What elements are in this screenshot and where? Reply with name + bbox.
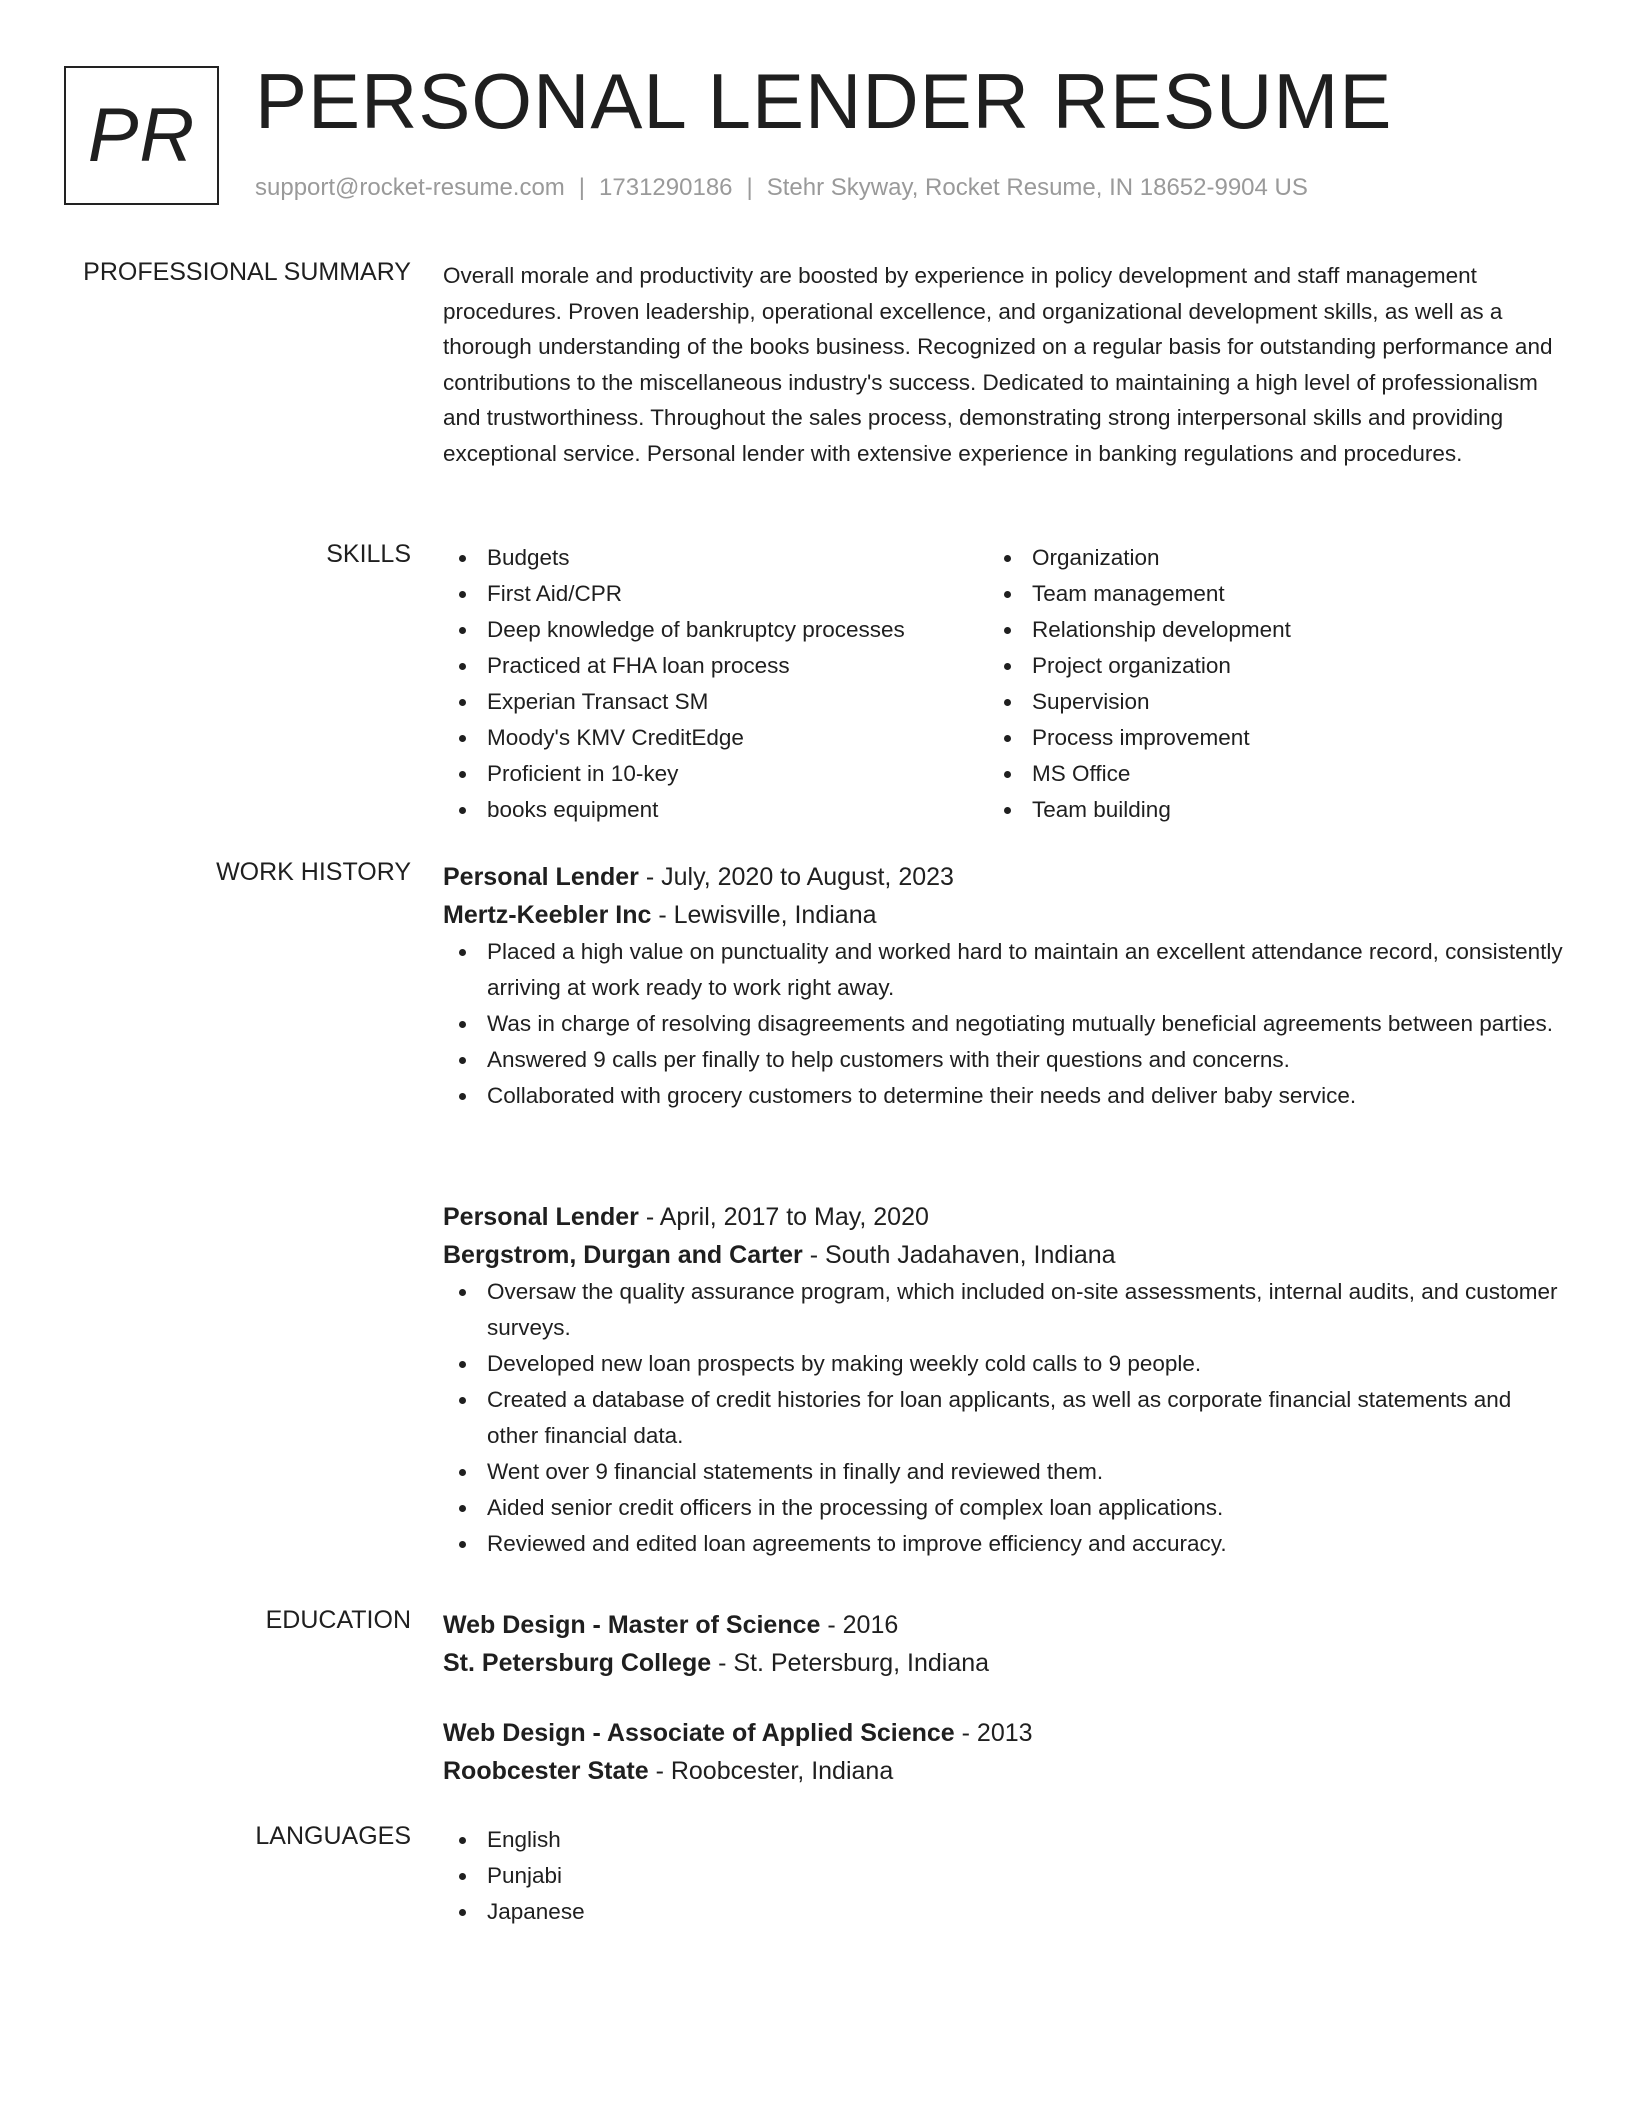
job-duty-item: Developed new loan prospects by making weekly cold calls to 9 people. bbox=[443, 1346, 1563, 1382]
language-item: English bbox=[443, 1822, 1563, 1858]
job-dates: - April, 2017 to May, 2020 bbox=[638, 1203, 929, 1231]
job-duty-item: Answered 9 calls per finally to help customers with their questions and concerns. bbox=[443, 1042, 1563, 1078]
job-title-line bbox=[443, 1198, 1563, 1236]
education-school-line bbox=[443, 1644, 1563, 1682]
job-title-line bbox=[443, 858, 1563, 896]
skill-item: First Aid/CPR bbox=[443, 576, 988, 612]
language-item: Japanese bbox=[443, 1894, 1563, 1930]
skill-item: Moody's KMV CreditEdge bbox=[443, 720, 988, 756]
skill-item: Organization bbox=[988, 540, 1533, 576]
job-duty-item: Was in charge of resolving disagreements and negotiating mutually beneficial agreements between parties. bbox=[443, 1006, 1563, 1042]
contact-separator: | bbox=[578, 174, 586, 201]
job-company: Bergstrom, Durgan and Carter bbox=[443, 1241, 803, 1269]
education-school-line bbox=[443, 1752, 1563, 1790]
job-duty-item: Reviewed and edited loan agreements to improve efficiency and accuracy. bbox=[443, 1526, 1563, 1562]
skill-item: Project organization bbox=[988, 648, 1533, 684]
job-duty-item: Went over 9 financial statements in finally and reviewed them. bbox=[443, 1454, 1563, 1490]
skill-item: Process improvement bbox=[988, 720, 1533, 756]
job-role: Personal Lender bbox=[443, 863, 639, 891]
job-duty-item: Created a database of credit histories for loan applicants, as well as corporate financial statements and other financial data. bbox=[443, 1382, 1563, 1454]
skill-item: MS Office bbox=[988, 756, 1533, 792]
skills-list-right bbox=[988, 540, 1533, 828]
education-location: - Roobcester, Indiana bbox=[648, 1757, 894, 1785]
job-company-line bbox=[443, 1236, 1563, 1274]
skill-item: Relationship development bbox=[988, 612, 1533, 648]
job-duty-item: Collaborated with grocery customers to determine their needs and deliver baby service. bbox=[443, 1078, 1563, 1114]
education-year: - 2013 bbox=[954, 1719, 1033, 1747]
skill-item: books equipment bbox=[443, 792, 988, 828]
education-year: - 2016 bbox=[820, 1611, 899, 1639]
skill-item: Deep knowledge of bankruptcy processes bbox=[443, 612, 988, 648]
skill-item: Supervision bbox=[988, 684, 1533, 720]
job-duty-item: Aided senior credit officers in the processing of complex loan applications. bbox=[443, 1490, 1563, 1526]
section-title-work-history: WORK HISTORY bbox=[216, 858, 411, 886]
education-entry bbox=[443, 1606, 1563, 1682]
skill-item: Experian Transact SM bbox=[443, 684, 988, 720]
job-entry bbox=[443, 858, 1563, 1114]
education-degree-line bbox=[443, 1606, 1563, 1644]
summary-text: Overall morale and productivity are boosted by experience in policy development and staff management procedures. Proven leadership, operational excellence, and organizational development skills, as well as a thorough understanding of the books business. Recognized on a regular basis for outstanding performance and contributions to the miscellaneous industry's success. Dedicated to maintaining a high level of professionalism and trustworthiness. Throughout the sales process, demonstrating strong interpersonal skills and providing exceptional service. Personal lender with extensive experience in banking regulations and procedures. bbox=[443, 263, 1553, 466]
skills-column-left bbox=[443, 540, 988, 828]
page-title: PERSONAL LENDER RESUME bbox=[255, 57, 1393, 145]
section-title-languages: LANGUAGES bbox=[255, 1822, 411, 1850]
language-item: Punjabi bbox=[443, 1858, 1563, 1894]
skill-item: Practiced at FHA loan process bbox=[443, 648, 988, 684]
job-duties-list bbox=[443, 1274, 1563, 1562]
skill-item: Budgets bbox=[443, 540, 988, 576]
contact-phone: 1731290186 bbox=[599, 174, 733, 201]
education-body bbox=[443, 1606, 1563, 1682]
contact-email: support@rocket-resume.com bbox=[255, 174, 565, 201]
skill-item: Team management bbox=[988, 576, 1533, 612]
job-duty-item: Oversaw the quality assurance program, which included on-site assessments, internal audits, and customer surveys. bbox=[443, 1274, 1563, 1346]
education-body-continued bbox=[443, 1714, 1563, 1790]
job-location: - Lewisville, Indiana bbox=[651, 901, 877, 929]
skill-item: Team building bbox=[988, 792, 1533, 828]
education-degree-line bbox=[443, 1714, 1563, 1752]
summary-body bbox=[443, 258, 1563, 471]
job-location: - South Jadahaven, Indiana bbox=[802, 1241, 1116, 1269]
education-degree: Web Design - Associate of Applied Science bbox=[443, 1719, 955, 1747]
skills-grid bbox=[443, 540, 1563, 828]
skills-list-left bbox=[443, 540, 988, 828]
contact-line bbox=[255, 174, 1308, 202]
languages-list bbox=[443, 1822, 1563, 1930]
section-title-skills: SKILLS bbox=[326, 540, 411, 568]
section-title-education: EDUCATION bbox=[265, 1606, 411, 1634]
job-company-line bbox=[443, 896, 1563, 934]
job-role: Personal Lender bbox=[443, 1203, 639, 1231]
section-title-summary: PROFESSIONAL SUMMARY bbox=[83, 258, 411, 286]
education-location: - St. Petersburg, Indiana bbox=[711, 1649, 990, 1677]
education-degree: Web Design - Master of Science bbox=[443, 1611, 821, 1639]
monogram-badge: PR bbox=[64, 66, 219, 205]
work-history-body-continued bbox=[443, 1198, 1563, 1562]
skills-column-right bbox=[988, 540, 1533, 828]
job-duty-item: Placed a high value on punctuality and worked hard to maintain an excellent attendance record, consistently arriving at work ready to work right away. bbox=[443, 934, 1563, 1006]
job-duties-list bbox=[443, 934, 1563, 1114]
contact-address: Stehr Skyway, Rocket Resume, IN 18652-9904 US bbox=[766, 174, 1308, 201]
skill-item: Proficient in 10-key bbox=[443, 756, 988, 792]
education-school: St. Petersburg College bbox=[443, 1649, 712, 1677]
job-dates: - July, 2020 to August, 2023 bbox=[638, 863, 954, 891]
skills-body bbox=[443, 540, 1563, 828]
job-entry bbox=[443, 1198, 1563, 1562]
contact-separator: | bbox=[746, 174, 753, 201]
job-company: Mertz-Keebler Inc bbox=[443, 901, 652, 929]
work-history-body bbox=[443, 858, 1563, 1114]
education-school: Roobcester State bbox=[443, 1757, 649, 1785]
languages-body bbox=[443, 1822, 1563, 1930]
education-entry bbox=[443, 1714, 1563, 1790]
